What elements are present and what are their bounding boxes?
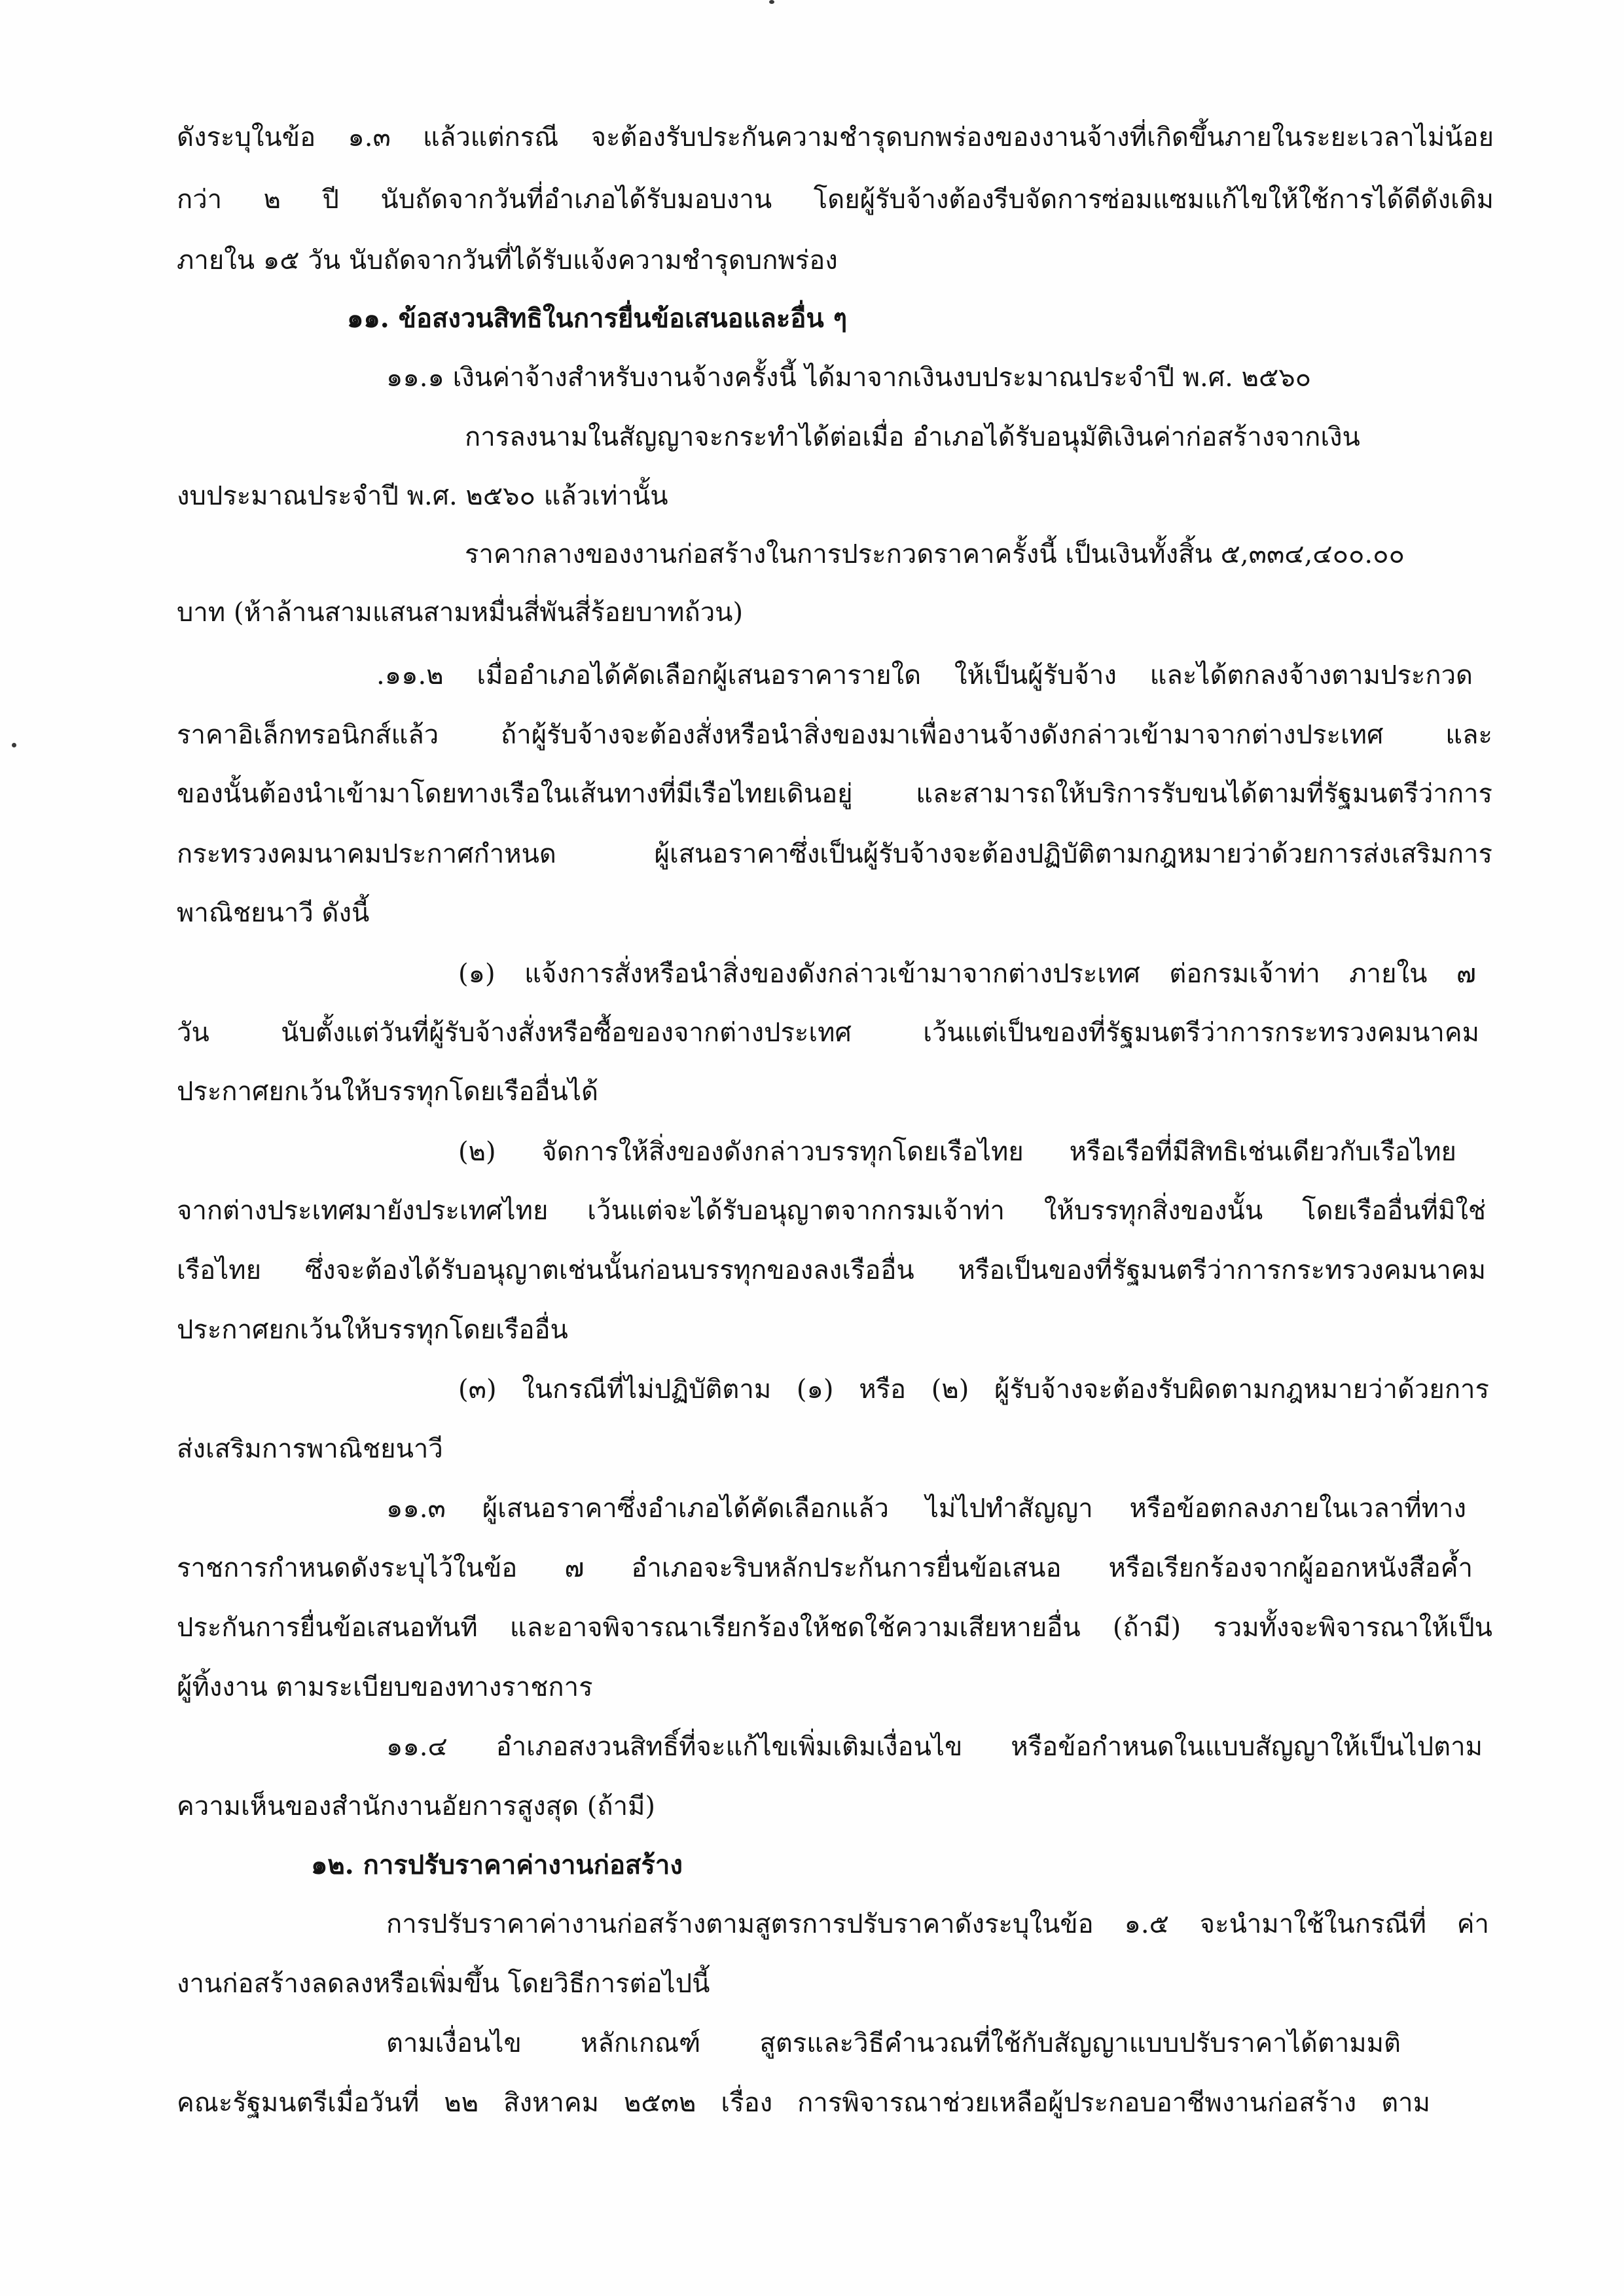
text-line: ของนั้นต้องนำเข้ามาโดยทางเรือในเส้นทางที่มีเรือไทยเดินอยู่ และสามารถให้บริการรับขนได้ตามที่รัฐมนตรีว่าการ [177,779,1492,809]
text-line: การลงนามในสัญญาจะกระทำได้ต่อเมื่อ อำเภอได้รับอนุมัติเงินค่าก่อสร้างจากเงิน [465,422,1360,452]
scan-speck [769,0,774,4]
text-line: คณะรัฐมนตรีเมื่อวันที่ ๒๒ สิงหาคม ๒๕๓๒ เรื่อง การพิจารณาช่วยเหลือผู้ประกอบอาชีพงานก่อสร้าง ตาม [177,2088,1430,2118]
text-line: ราคาอิเล็กทรอนิกส์แล้ว ถ้าผู้รับจ้างจะต้องสั่งหรือนำสิ่งของมาเพื่องานจ้างดังกล่าวเข้ามาจากต่างประเทศ และ [177,720,1492,750]
text-line: ส่งเสริมการพาณิชยนาวี [177,1434,443,1464]
text-line: ประกาศยกเว้นให้บรรทุกโดยเรืออื่นได้ [177,1077,598,1107]
text-line: .๑๑.๒ เมื่ออำเภอได้คัดเลือกผู้เสนอราคารายใด ให้เป็นผู้รับจ้าง และได้ตกลงจ้างตามประกวด [376,660,1473,691]
text-line: ภายใน ๑๕ วัน นับถัดจากวันที่ได้รับแจ้งความชำรุดบกพร่อง [177,245,838,276]
text-line: ดังระบุในข้อ ๑.๓ แล้วแต่กรณี จะต้องรับประกันความชำรุดบกพร่องของงานจ้างที่เกิดขึ้นภายในระยะเวลาไม่น้อย [177,122,1494,152]
text-line: ความเห็นของสำนักงานอัยการสูงสุด (ถ้ามี) [177,1791,656,1821]
text-line: กระทรวงคมนาคมประกาศกำหนด ผู้เสนอราคาซึ่งเป็นผู้รับจ้างจะต้องปฏิบัติตามกฎหมายว่าด้วยการส่งเสริมการ [177,839,1492,869]
text-line: การปรับราคาค่างานก่อสร้างตามสูตรการปรับราคาดังระบุในข้อ ๑.๕ จะนำมาใช้ในกรณีที่ ค่า [386,1909,1489,1939]
scan-speck [12,743,16,747]
section-heading: ๑๑. ข้อสงวนสิทธิในการยื่นข้อเสนอและอื่น ๆ [347,303,848,334]
text-line: เรือไทย ซึ่งจะต้องได้รับอนุญาตเช่นนั้นก่อนบรรทุกของลงเรืออื่น หรือเป็นของที่รัฐมนตรีว่าการกระทรวงคมนาคม [177,1255,1486,1285]
text-line: ตามเงื่อนไข หลักเกณฑ์ สูตรและวิธีคำนวณที่ใช้กับสัญญาแบบปรับราคาได้ตามมติ [386,2028,1401,2058]
text-line: กว่า ๒ ปี นับถัดจากวันที่อำเภอได้รับมอบงาน โดยผู้รับจ้างต้องรีบจัดการซ่อมแซมแก้ไขให้ใช้การได้ดีดังเดิม [177,185,1494,215]
text-line: ผู้ทิ้งงาน ตามระเบียบของทางราชการ [177,1672,593,1702]
text-line: บาท (ห้าล้านสามแสนสามหมื่นสี่พันสี่ร้อยบาทถ้วน) [177,598,744,628]
text-line: ๑๑.๑ เงินค่าจ้างสำหรับงานจ้างครั้งนี้ ได้มาจากเงินงบประมาณประจำปี พ.ศ. ๒๕๖๐ [386,363,1312,393]
text-line: พาณิชยนาวี ดังนี้ [177,898,370,928]
text-line: ประกันการยื่นข้อเสนอทันที และอาจพิจารณาเรียกร้องให้ชดใช้ความเสียหายอื่น (ถ้ามี) รวมทั้งจะพิจารณาให้เป็น [177,1613,1492,1643]
section-heading: ๑๒. การปรับราคาค่างานก่อสร้าง [311,1850,683,1880]
text-line: ประกาศยกเว้นให้บรรทุกโดยเรืออื่น [177,1315,568,1345]
text-line: ๑๑.๔ อำเภอสงวนสิทธิ์ที่จะแก้ไขเพิ่มเติมเงื่อนไข หรือข้อกำหนดในแบบสัญญาให้เป็นไปตาม [386,1732,1483,1762]
text-line: ๑๑.๓ ผู้เสนอราคาซึ่งอำเภอได้คัดเลือกแล้ว ไม่ไปทำสัญญา หรือข้อตกลงภายในเวลาที่ทาง [386,1494,1466,1524]
text-line: งานก่อสร้างลดลงหรือเพิ่มขึ้น โดยวิธีการต่อไปนี้ [177,1969,710,1999]
text-line: วัน นับตั้งแต่วันที่ผู้รับจ้างสั่งหรือซื้อของจากต่างประเทศ เว้นแต่เป็นของที่รัฐมนตรีว่าการกระทรวงคมนาคม [177,1018,1479,1048]
text-line: (๒) จัดการให้สิ่งของดังกล่าวบรรทุกโดยเรือไทย หรือเรือที่มีสิทธิเช่นเดียวกับเรือไทย [458,1137,1456,1167]
text-line: (๓) ในกรณีที่ไม่ปฏิบัติตาม (๑) หรือ (๒) ผู้รับจ้างจะต้องรับผิดตามกฎหมายว่าด้วยการ [458,1374,1489,1405]
text-line: งบประมาณประจำปี พ.ศ. ๒๕๖๐ แล้วเท่านั้น [177,481,668,511]
text-line: ราคากลางของงานก่อสร้างในการประกวดราคาครั้งนี้ เป็นเงินทั้งสิ้น ๕,๓๓๔,๔๐๐.๐๐ [465,539,1405,569]
text-line: จากต่างประเทศมายังประเทศไทย เว้นแต่จะได้รับอนุญาตจากกรมเจ้าท่า ให้บรรทุกสิ่งของนั้น โดยเรืออื่นที่มิใช่ [177,1196,1486,1226]
text-line: ราชการกำหนดดังระบุไว้ในข้อ ๗ อำเภอจะริบหลักประกันการยื่นข้อเสนอ หรือเรียกร้องจากผู้ออกหนังสือค้ำ [177,1553,1473,1583]
text-line: (๑) แจ้งการสั่งหรือนำสิ่งของดังกล่าวเข้ามาจากต่างประเทศ ต่อกรมเจ้าท่า ภายใน ๗ [458,959,1476,989]
